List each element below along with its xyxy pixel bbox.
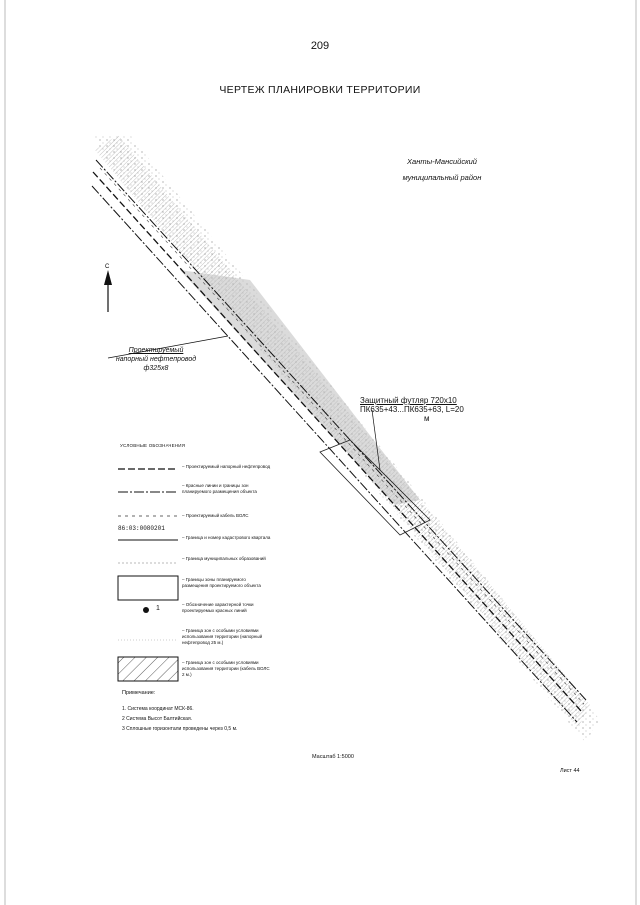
legend-symbol-placement-zone <box>118 576 178 600</box>
legend-item-pipeline: – Проектируемый напорный нефтепровод <box>182 464 271 469</box>
region-label-line-2: муниципальный район <box>402 173 482 182</box>
case-label-line-3: м <box>424 414 430 423</box>
north-arrow-label: С <box>105 264 110 270</box>
case-label <box>360 396 464 423</box>
notes-list <box>122 704 237 734</box>
notes-title: Примечание: <box>122 690 156 696</box>
legend-symbol-point <box>143 607 149 613</box>
north-arrow <box>104 264 112 312</box>
note-item: 3 Сплошные горизонтали проведены через 0,5 м. <box>122 726 238 732</box>
red-line-boundary-lower <box>92 186 577 722</box>
legend-item-point: – Обозначение характерной точки проектируемых красных линий <box>182 602 254 613</box>
pipeline-label-line-3: ф325х8 <box>143 365 169 372</box>
pipeline-label-line-2: напорный нефтепровод <box>115 356 197 363</box>
legend-symbols <box>118 469 178 681</box>
legend-symbol-vols-zone <box>118 657 178 681</box>
legend-point-number: 1 <box>156 605 160 612</box>
case-label-line-1: Защитный футляр 720х10 <box>360 396 457 405</box>
note-item: 2 Система Высот Балтийская. <box>122 716 193 722</box>
legend-item-vols: – Проектируемый кабель ВОЛС <box>182 513 249 518</box>
pipeline-label-line-1: Проектируемый <box>128 347 184 354</box>
legend-item-oil-zone: – Граница зон с особыми условиями использования территории (напорный нефтепровод 25 м.) <box>182 628 263 645</box>
pipeline-label <box>104 346 208 373</box>
case-label-line-2: ПК635+43...ПК635+63, L=20 <box>360 405 464 414</box>
scale-label: Масштаб 1:5000 <box>312 754 354 760</box>
legend-item-municipal: – Граница муниципальных образований <box>182 556 266 561</box>
page-title: ЧЕРТЕЖ ПЛАНИРОВКИ ТЕРРИТОРИИ <box>219 84 421 96</box>
page-number: 209 <box>310 40 330 52</box>
pipeline-line <box>93 172 582 712</box>
note-item: 1. Система координат МСК-86. <box>122 706 194 712</box>
legend-title: УСЛОВНЫЕ ОБОЗНАЧЕНИЯ <box>120 443 186 448</box>
sheet-label: Лист 44 <box>560 768 580 774</box>
legend-item-red-lines: – Красные линии и границы зон планируемого размещения объекта <box>182 483 257 494</box>
legend-item-cadastral: – Граница и номер кадастрового квартала <box>182 535 271 540</box>
region-label-line-1: Ханты-Мансийский <box>407 157 477 166</box>
legend-cadastral-code: 86:03:0080201 <box>118 525 165 532</box>
legend-item-placement-zone: – Границы зоны планируемого размещения проектируемого объекта <box>182 577 261 588</box>
legend-item-vols-zone: – Граница зон с особыми условиями использования территории (кабель ВОЛС 2 м.) <box>182 660 270 677</box>
